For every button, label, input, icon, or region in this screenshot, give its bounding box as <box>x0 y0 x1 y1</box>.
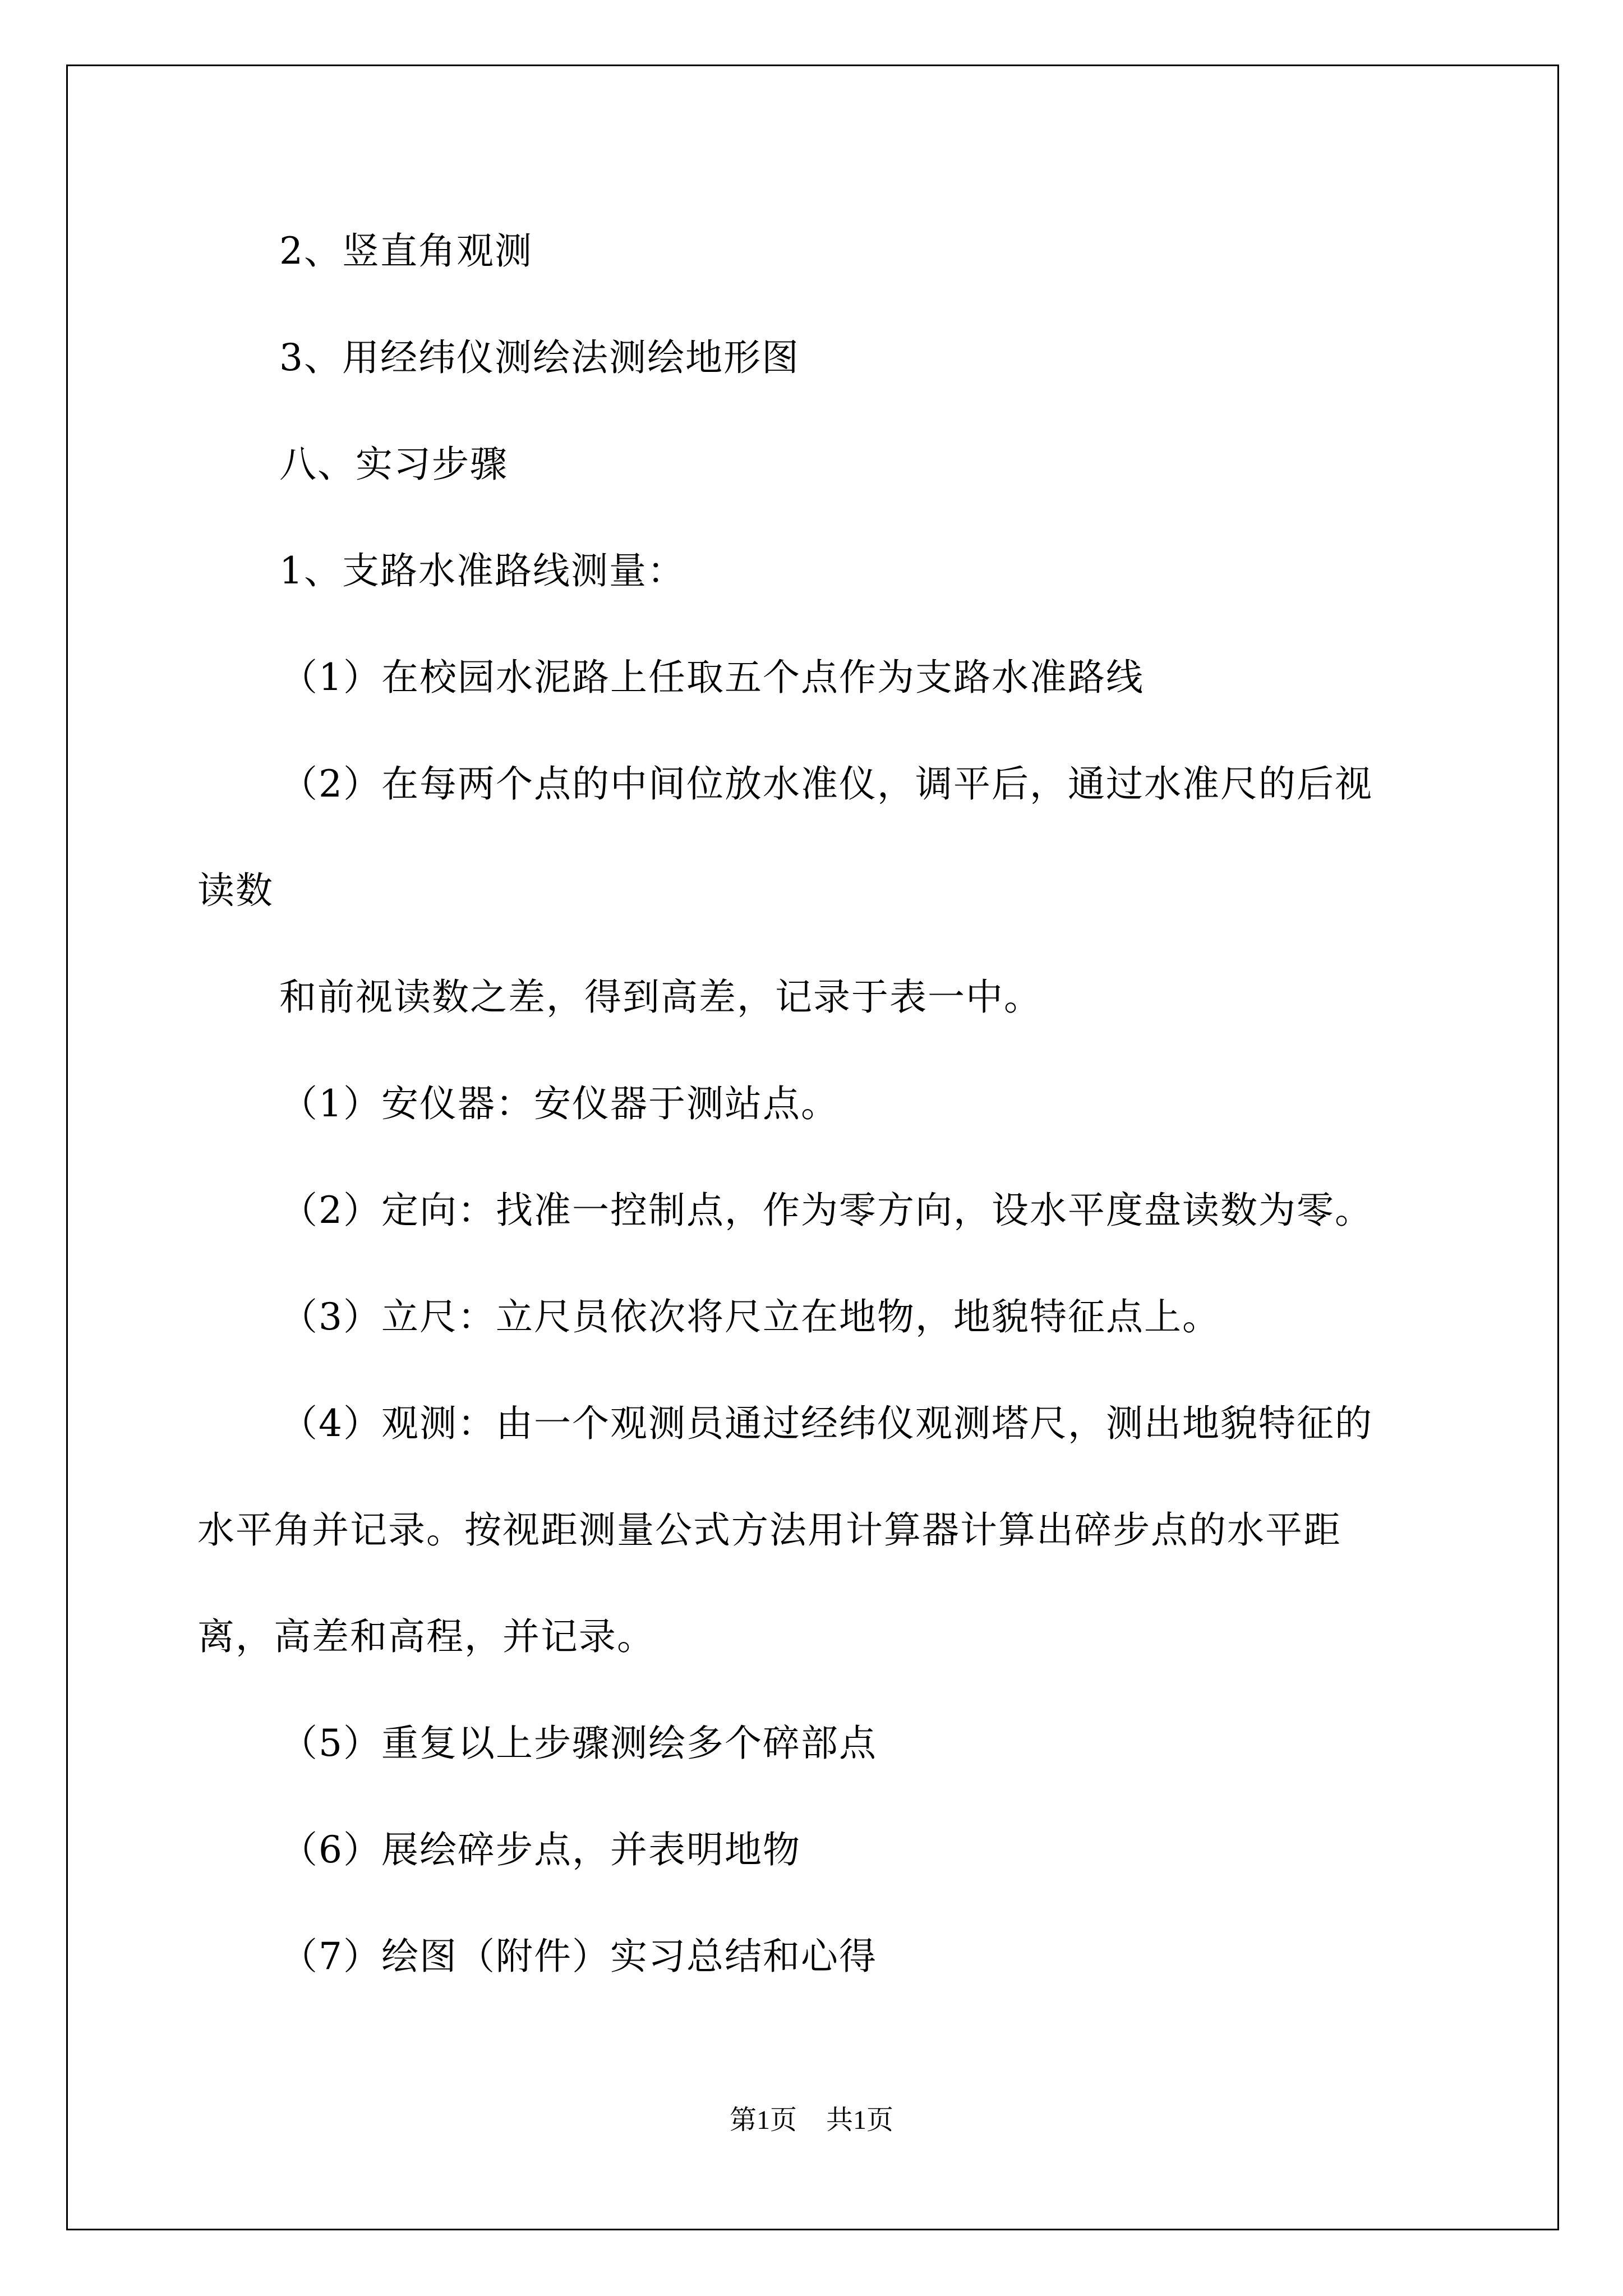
text-line: 离，高差和高程，并记录。 <box>197 1615 655 1658</box>
text-line: 3、用经纬仪测绘法测绘地形图 <box>279 336 800 379</box>
text-line: （6）展绘碎步点，并表明地物 <box>280 1828 801 1871</box>
page-total: 共1页 <box>826 2105 894 2135</box>
page-number: 第1页 <box>729 2105 797 2135</box>
text-line: （2）在每两个点的中间位放水准仪，调平后，通过水准尺的后视 <box>280 762 1373 806</box>
text-line: 2、竖直角观测 <box>279 229 533 273</box>
text-line: 读数 <box>197 869 274 912</box>
text-line: （2）定向：找准一控制点，作为零方向，设水平度盘读数为零。 <box>280 1189 1373 1232</box>
page-border <box>66 65 1559 2230</box>
text-line: （3）立尺：立尺员依次将尺立在地物，地貌特征点上。 <box>280 1295 1220 1338</box>
text-line: 1、支路水准路线测量： <box>279 549 685 592</box>
text-line: （5）重复以上步骤测绘多个碎部点 <box>280 1722 877 1765</box>
text-line: （4）观测：由一个观测员通过经纬仪观测塔尺，测出地貌特征的 <box>280 1402 1373 1445</box>
page-footer <box>0 2104 1623 2137</box>
text-line: （1）在校园水泥路上任取五个点作为支路水准路线 <box>280 656 1144 699</box>
text-line: 八、实习步骤 <box>279 443 508 486</box>
text-line: 水平角并记录。按视距测量公式方法用计算器计算出碎步点的水平距 <box>197 1508 1341 1552</box>
text-line: 和前视读数之差，得到高差，记录于表一中。 <box>279 976 1042 1019</box>
text-line: （7）绘图（附件）实习总结和心得 <box>280 1935 877 1978</box>
text-line: （1）安仪器：安仪器于测站点。 <box>280 1082 839 1125</box>
